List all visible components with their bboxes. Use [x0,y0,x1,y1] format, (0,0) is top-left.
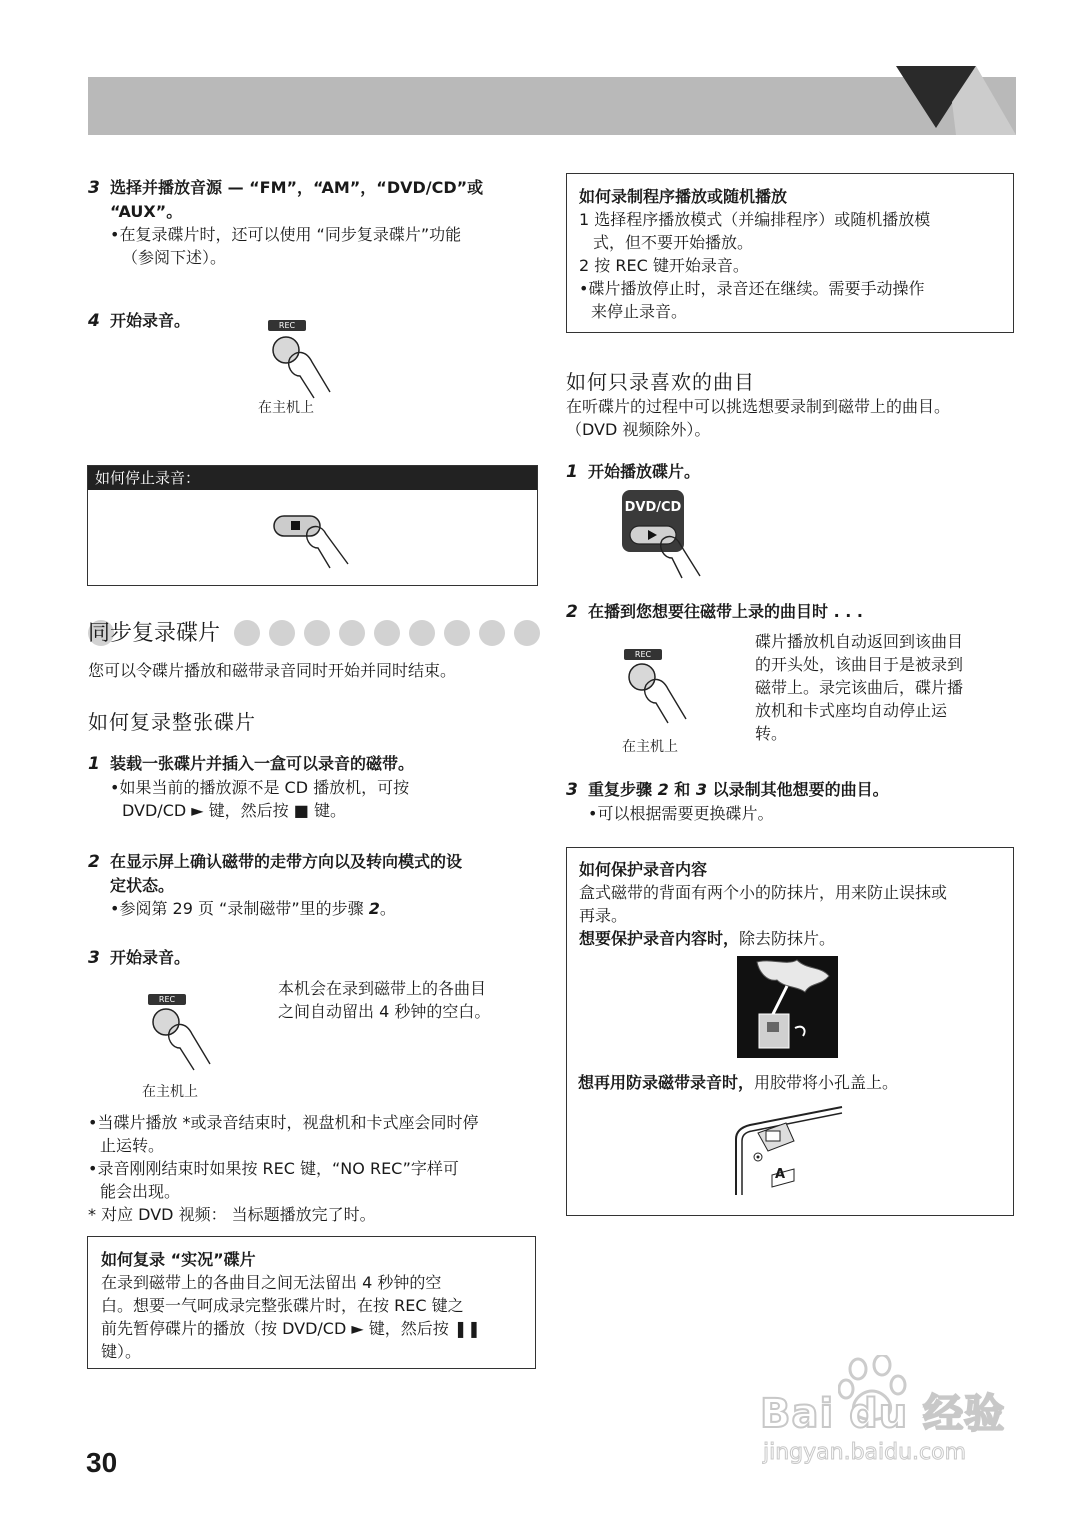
tape-label-a: A [775,1167,786,1182]
sync-title: 同步复录碟片 [88,621,221,646]
watermark-url: jingyan.baidu.com [763,1440,967,1465]
reuse-tape-instruction: 想再用防录磁带录音时，用胶带将小孔盖上。 [578,1073,899,1092]
dvd-cd-button-illustration [620,490,710,582]
step-3-select-source: 3 选择并播放音源 — “FM”，“AM”，“DVD/CD”或 “AUX”。 •在复录碟片时，还可以使用 “同步复录碟片”功能 （参阅下述）。 [88,178,484,267]
live-disc-box: 如何复录 “实况”碟片 在录到磁带上的各曲目之间无法留出 4 秒钟的空 白。想要一气呵成录完整张碟片时，在按 REC 键之 前先暂停碟片的播放（按 DVD/CD ► 键，然后按 ❚❚ 键）。 [87,1236,536,1369]
header-bar [88,77,1016,135]
tape-cover-illustration [728,1105,844,1197]
favorite-tracks-title: 如何只录喜欢的曲目 [566,370,755,394]
rec-button-illustration [146,994,236,1074]
sync-description: 您可以令碟片播放和磁带录音同时开始并同时结束。 [88,661,457,680]
finger-press-icon [146,994,236,1074]
program-random-box: 如何录制程序播放或随机播放 1 选择程序播放模式（并编排程序）或随机播放模 式，但不要开始播放。 2 按 REC 键开始录音。 •碟片播放停止时，录音还在继续。需要手动操作 来停止录音。 [566,173,1014,333]
remove-tab-illustration [737,956,838,1058]
favorite-tracks-desc: 在听碟片的过程中可以挑选想要录制到磁带上的曲目。 （DVD 视频除外）。 [566,397,951,439]
rec-label: REC [268,320,306,331]
fav-step-2-note: 碟片播放机自动返回到该曲目 的开头处，该曲目于是被录到 磁带上。录完该曲后，碟片播 放机和卡式座均自动停止运 转。 [755,632,964,743]
fav-step-3: 3 重复步骤 2 和 3 以录制其他想要的曲目。 •可以根据需要更换碟片。 [566,780,889,823]
dvd-cd-label: DVD/CD [624,500,682,515]
on-main-unit-caption: 在主机上 [622,739,678,755]
whole-step-2: 2 在显示屏上确认磁带的走带方向以及转向模式的设 定状态。 •参阅第 29 页 “录制磁带”里的步骤 2。 [88,852,463,918]
rec-button-illustration [262,320,352,400]
whole-step-1: 1 装载一张碟片并插入一盒可以录音的磁带。 •如果当前的播放源不是 CD 播放机，可按 DVD/CD ► 键，然后按 ■ 键。 [88,754,415,820]
fav-step-2: 2 在播到您想要往磁带上录的曲目时 . . . [566,602,863,622]
whole-disc-title: 如何复录整张碟片 [88,710,256,734]
rec-label: REC [624,649,662,660]
play-finger-icon [620,490,710,582]
finger-press-icon [262,320,352,400]
header-arrow-icon [880,62,1020,138]
rec-label: REC [148,994,186,1005]
sync-heading-dots [234,620,549,650]
stop-box-title: 如何停止录音： [88,466,537,490]
page-number: 30 [86,1447,118,1478]
finger-press-icon [624,649,714,729]
whole-step-3-note: 本机会在录到磁带上的各曲目 之间自动留出 4 秒钟的空白。 [278,979,491,1021]
protect-recording-box: 如何保护录音内容 盒式磁带的背面有两个小的防抹片，用来防止误抹或 再录。 想要保护录音内容时，除去防抹片。 [566,847,1014,1216]
on-main-unit-caption: 在主机上 [258,400,314,416]
whole-step-3: 3 开始录音。 [88,948,191,968]
watermark-brand: Bai du 经验 [760,1391,1006,1437]
stop-button-icon [268,508,358,572]
fav-step-1: 1 开始播放碟片。 [566,462,701,482]
step-4-start-recording: 4 开始录音。 [88,311,191,331]
on-main-unit-caption: 在主机上 [142,1084,198,1100]
rec-button-illustration [624,649,714,729]
stop-recording-box [87,465,538,586]
whole-notes: •当碟片播放 *或录音结束时，视盘机和卡式座会同时停 止运转。 •录音刚刚结束时如果按 REC 键，“NO REC”字样可 能会出现。 * 对应 DVD 视频： 当标题播放完了时。 [88,1113,479,1224]
